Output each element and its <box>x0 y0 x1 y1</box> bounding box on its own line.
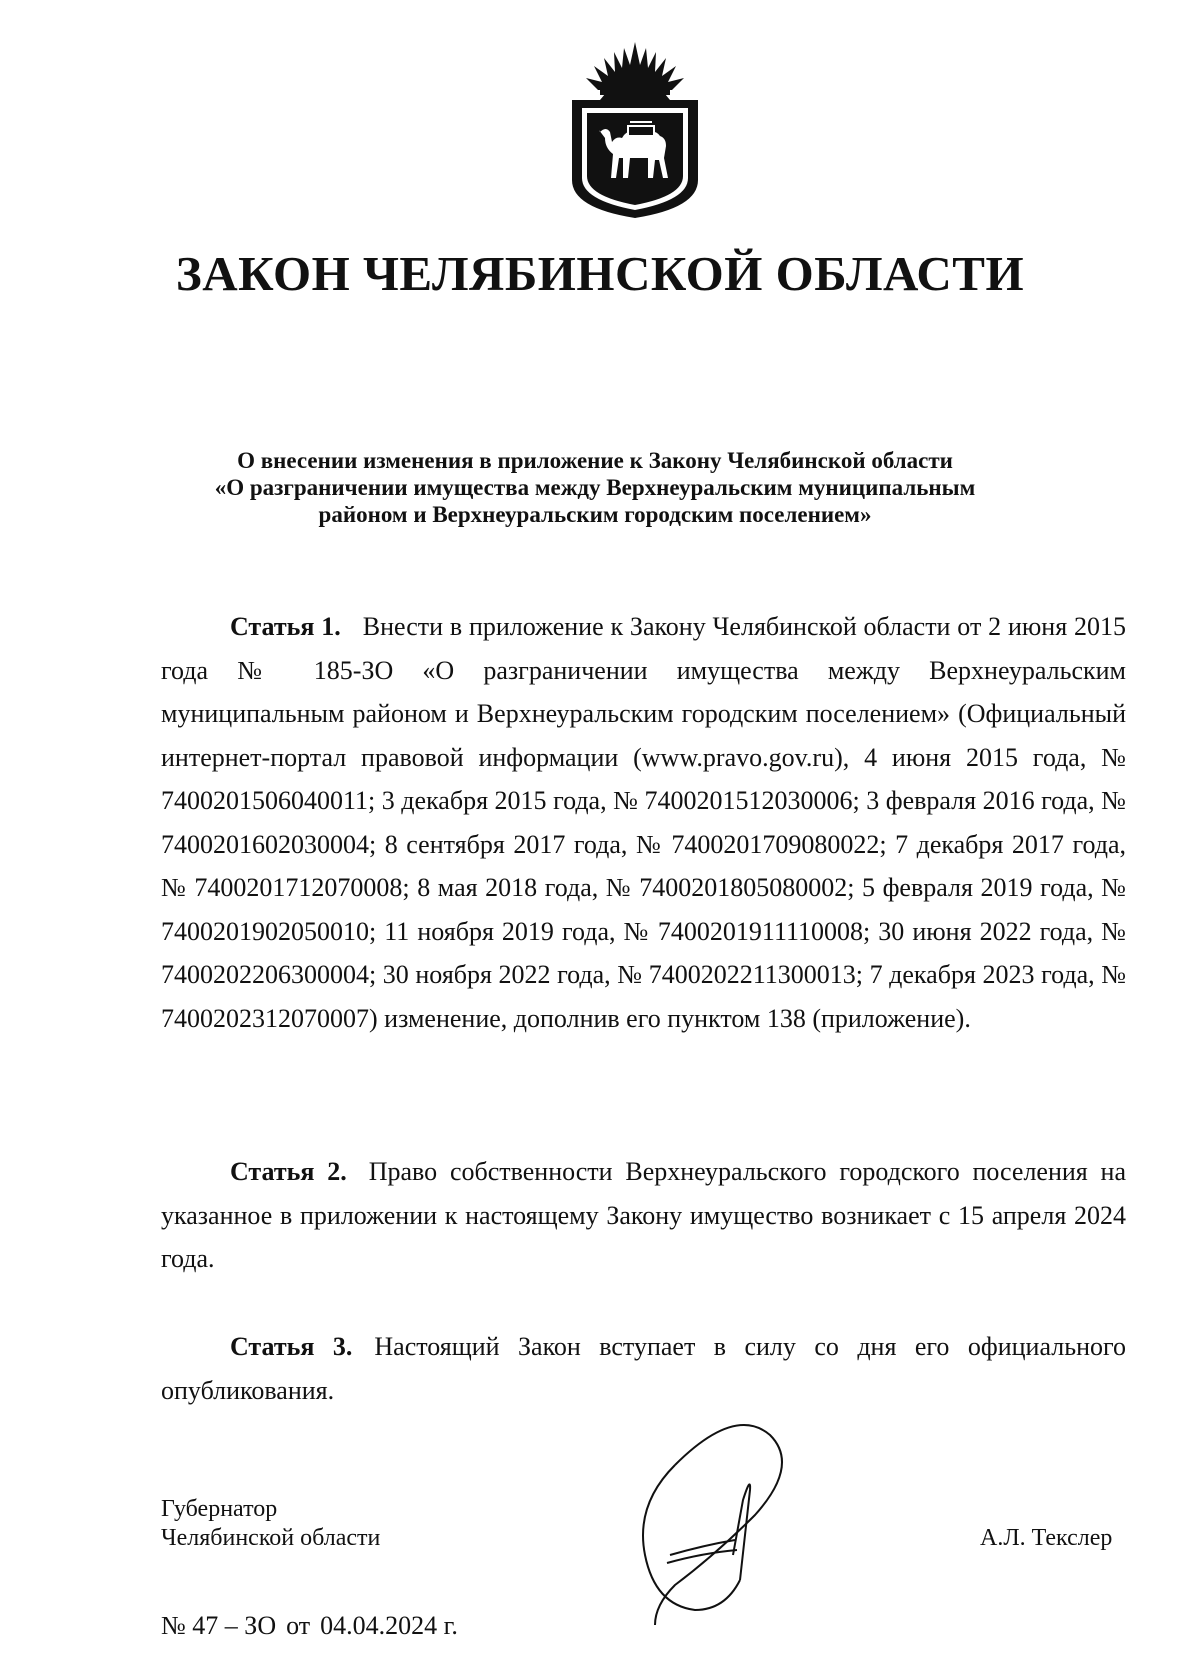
document-title: ЗАКОН ЧЕЛЯБИНСКОЙ ОБЛАСТИ <box>175 246 1025 301</box>
law-number-date: 04.04.2024 г. <box>320 1611 458 1640</box>
signer-position <box>161 1495 380 1553</box>
coat-of-arms-icon <box>560 40 710 220</box>
signer-position-line: Челябинской области <box>161 1525 381 1551</box>
article-text: Право собственности Верхнеуральского городского поселения на указанное в приложении к настоящему Закону имущество возникает с 15 апреля 2024 года. <box>161 1157 1126 1273</box>
subtitle-line: районом и Верхнеуральским городским поселением» <box>318 502 872 527</box>
signer-name: А.Л. Текслер <box>980 1525 1113 1551</box>
subtitle-line: «О разграничении имущества между Верхнеуральским муниципальным <box>214 475 976 500</box>
article-2 <box>161 1150 1126 1281</box>
document-subtitle <box>150 447 1040 528</box>
law-number-from: от <box>286 1611 311 1640</box>
article-label: Статья 3. <box>230 1332 353 1361</box>
article-label: Статья 2. <box>230 1157 347 1186</box>
law-number-value: № 47 – ЗО <box>161 1611 277 1640</box>
subtitle-line: О внесении изменения в приложение к Закону Челябинской области <box>237 448 953 473</box>
article-text: Внести в приложение к Закону Челябинской области от 2 июня 2015 года № 185-ЗО «О разграничении имущества между Верхнеуральским муниципальным районом и Верхнеуральским городским поселением» (Официальный интернет-портал правовой информации (www.pravo.gov.ru), 4 июня 2015 года, № 7400201506040011; 3 декабря 2015 года, № 7400201512030006; 3 февраля 2016 года, № 7400201602030004; 8 сентября 2017 года, № 7400201709080022; 7 декабря 2017 года, № 7400201712070008; 8 мая 2018 года, № 7400201805080002; 5 февраля 2019 года, № 7400201902050010; 11 ноября 2019 года, № 7400201911110008; 30 июня 2022 года, № 7400202206300004; 30 ноября 2022 года, № 7400202211300013; 7 декабря 2023 года, № 7400202312070007) изменение, дополнив его пунктом 138 (приложение). <box>161 612 1126 1033</box>
article-3 <box>161 1325 1126 1412</box>
signer-position-line: Губернатор <box>161 1496 278 1522</box>
handwritten-signature <box>615 1405 805 1625</box>
article-text: Настоящий Закон вступает в силу со дня его официального опубликования. <box>161 1332 1127 1405</box>
article-1 <box>161 605 1126 1040</box>
article-label: Статья 1. <box>230 612 341 641</box>
law-number <box>161 1610 458 1642</box>
